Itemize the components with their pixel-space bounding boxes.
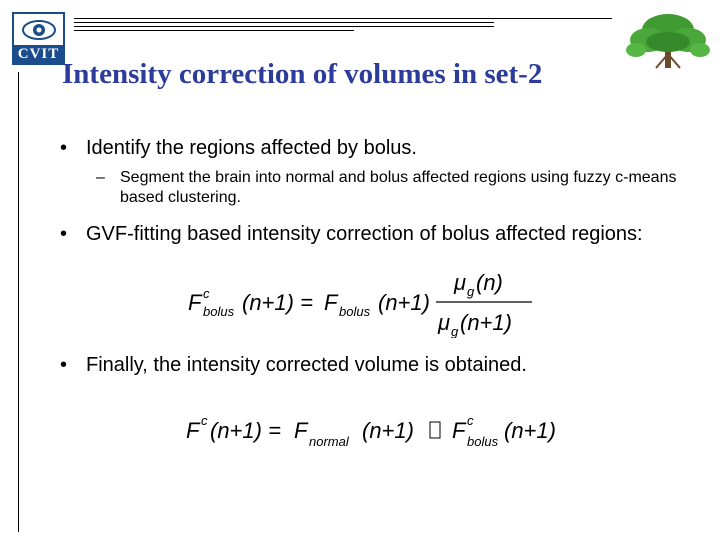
formula-argument: (n+1) = — [210, 418, 281, 443]
cvit-logo — [12, 12, 65, 65]
formula-superscript: c — [467, 413, 474, 428]
formula-mu: μ — [454, 270, 467, 295]
formula-mu: μ — [438, 310, 451, 335]
bullet-item — [60, 353, 680, 377]
subbullet-item — [96, 168, 686, 208]
logo-text: CVIT — [14, 45, 63, 63]
formula-argument: (n+1) — [504, 418, 556, 443]
bullet-item — [60, 136, 680, 160]
formula-subscript: g — [467, 284, 475, 299]
subbullet-dash: – — [96, 169, 105, 186]
eye-icon — [21, 18, 57, 42]
header-rule — [74, 18, 612, 19]
formula-superscript: c — [201, 413, 208, 428]
formula-symbol: F — [188, 290, 202, 315]
formula-gvf-correction — [186, 266, 546, 338]
formula-superscript: c — [203, 286, 210, 301]
formula-symbol: F — [324, 290, 338, 315]
formula-volume — [184, 408, 584, 452]
bullet-dot: • — [60, 354, 68, 376]
bullet-text: GVF-fitting based intensity correction of bolus affected regions: — [86, 223, 643, 245]
formula-argument: (n) — [476, 270, 503, 295]
header-rule — [74, 22, 494, 23]
missing-glyph-box — [430, 422, 440, 438]
formula-subscript: g — [451, 324, 459, 338]
formula-subscript: bolus — [467, 434, 499, 449]
subbullet-text: Segment the brain into normal and bolus affected regions using fuzzy c-means based clustering. — [120, 169, 677, 206]
tree-icon — [626, 10, 710, 72]
formula-symbol: F — [452, 418, 466, 443]
bullet-text: Identify the regions affected by bolus. — [86, 137, 417, 159]
formula-argument: (n+1) — [378, 290, 430, 315]
formula-argument: (n+1) — [460, 310, 512, 335]
bullet-item — [60, 222, 680, 246]
header-rule — [74, 30, 354, 31]
header-rule — [74, 26, 494, 27]
formula-subscript: bolus — [339, 304, 371, 319]
bullet-dot: • — [60, 137, 68, 159]
bullet-dot: • — [60, 223, 68, 245]
side-rule — [18, 72, 19, 532]
bullet-text: Finally, the intensity corrected volume is obtained. — [86, 354, 527, 376]
formula-argument: (n+1) — [362, 418, 414, 443]
formula-subscript: normal — [309, 434, 349, 449]
formula-subscript: bolus — [203, 304, 235, 319]
formula-symbol: F — [294, 418, 308, 443]
page-title: Intensity correction of volumes in set-2 — [62, 58, 543, 90]
formula-argument: (n+1) = — [242, 290, 313, 315]
formula-symbol: F — [186, 418, 200, 443]
